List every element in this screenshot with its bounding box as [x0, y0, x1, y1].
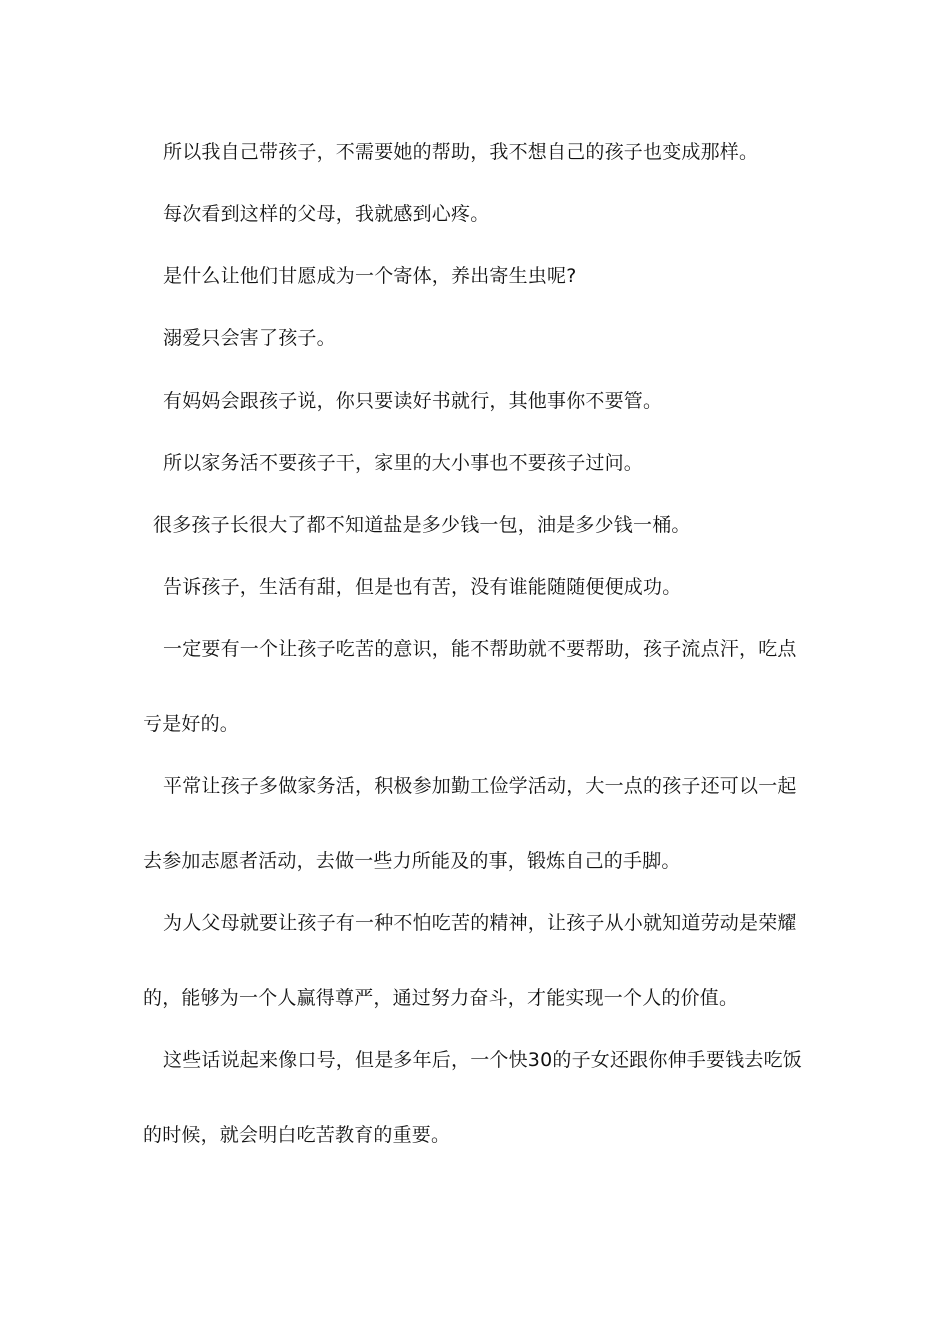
text-line: 告诉孩子，生活有甜，但是也有苦，没有谁能随随便便成功。 — [163, 576, 682, 598]
text-line: 很多孩子长很大了都不知道盐是多少钱一包，油是多少钱一桶。 — [153, 514, 691, 536]
text-line: 有妈妈会跟孩子说，你只要读好书就行，其他事你不要管。 — [163, 390, 663, 412]
text-line: 是什么让他们甘愿成为一个寄体，养出寄生虫呢? — [163, 265, 577, 287]
text-line: 这些话说起来像口号，但是多年后，一个快30的子女还跟你伸手要钱去吃饭 — [163, 1049, 802, 1071]
text-line: 亏是好的。 — [143, 713, 240, 735]
text-line: 一定要有一个让孩子吃苦的意识，能不帮助就不要帮助，孩子流点汗，吃点 — [163, 638, 797, 660]
text-line: 为人父母就要让孩子有一种不怕吃苦的精神，让孩子从小就知道劳动是荣耀 — [163, 912, 797, 934]
text-line: 所以我自己带孩子，不需要她的帮助，我不想自己的孩子也变成那样。 — [163, 141, 759, 163]
text-line: 每次看到这样的父母，我就感到心疼。 — [163, 203, 490, 225]
text-line: 溺爱只会害了孩子。 — [163, 327, 336, 349]
text-line: 的时候，就会明白吃苦教育的重要。 — [143, 1124, 451, 1146]
text-line: 的，能够为一个人赢得尊严，通过努力奋斗，才能实现一个人的价值。 — [143, 987, 739, 1009]
text-line: 平常让孩子多做家务活，积极参加勤工俭学活动，大一点的孩子还可以一起 — [163, 775, 797, 797]
text-line: 去参加志愿者活动，去做一些力所能及的事，锻炼自己的手脚。 — [143, 850, 681, 872]
text-line: 所以家务活不要孩子干，家里的大小事也不要孩子过问。 — [163, 452, 644, 474]
